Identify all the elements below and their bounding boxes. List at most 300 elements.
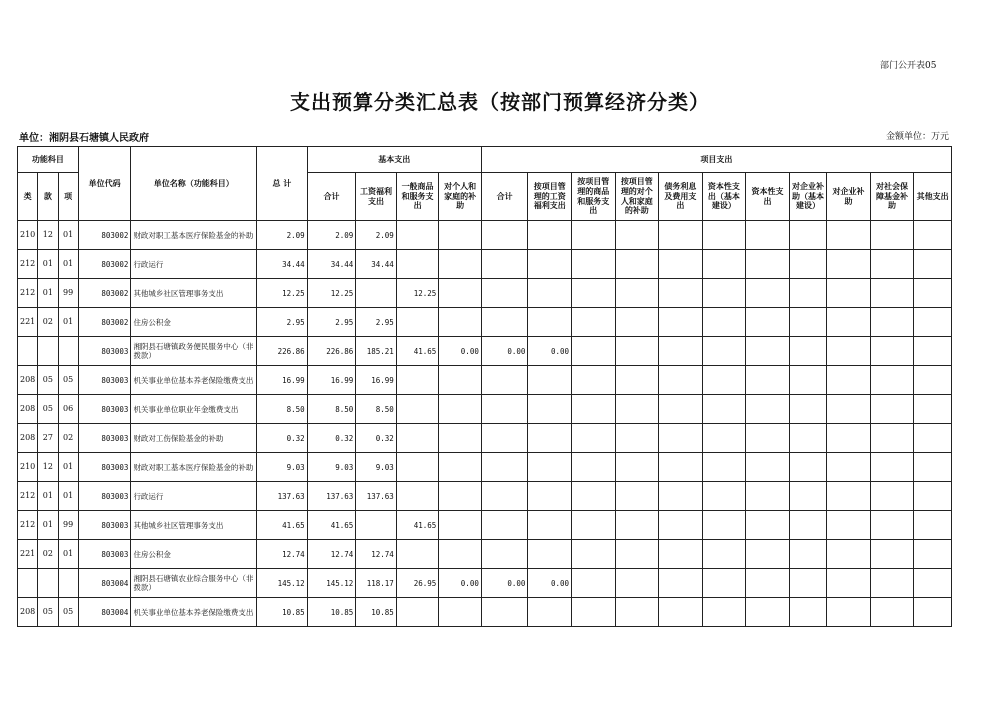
cell-empty bbox=[827, 221, 871, 250]
cell-empty bbox=[789, 424, 826, 453]
table-row bbox=[18, 395, 952, 424]
cell-basic-wage: 0.32 bbox=[356, 424, 397, 453]
cell-empty bbox=[659, 453, 703, 482]
cell-xiang bbox=[58, 337, 78, 366]
cell-xiang: 01 bbox=[58, 482, 78, 511]
cell-project-wage bbox=[528, 424, 572, 453]
cell-empty bbox=[659, 598, 703, 627]
cell-unit-code: 803003 bbox=[78, 453, 131, 482]
header-project-col: 对社会保障基金补助 bbox=[870, 173, 914, 221]
cell-empty bbox=[615, 598, 659, 627]
cell-project-wage bbox=[528, 308, 572, 337]
cell-empty bbox=[870, 424, 914, 453]
cell-project-sum bbox=[481, 395, 528, 424]
cell-empty bbox=[572, 308, 616, 337]
cell-empty bbox=[870, 366, 914, 395]
cell-empty bbox=[827, 569, 871, 598]
cell-basic-wage bbox=[356, 279, 397, 308]
cell-empty bbox=[870, 482, 914, 511]
cell-empty bbox=[870, 250, 914, 279]
cell-unit-code: 803003 bbox=[78, 366, 131, 395]
cell-unit-code: 803003 bbox=[78, 424, 131, 453]
cell-empty bbox=[789, 511, 826, 540]
header-project-col: 资本性支出 bbox=[746, 173, 790, 221]
cell-empty bbox=[615, 250, 659, 279]
cell-basic-goods: 41.65 bbox=[396, 337, 439, 366]
cell-empty bbox=[914, 221, 952, 250]
cell-lei: 208 bbox=[18, 598, 38, 627]
cell-empty bbox=[615, 569, 659, 598]
cell-total: 8.50 bbox=[257, 395, 308, 424]
cell-basic-goods bbox=[396, 221, 439, 250]
cell-empty bbox=[572, 250, 616, 279]
cell-basic-person bbox=[439, 540, 482, 569]
cell-empty bbox=[746, 250, 790, 279]
header-lei: 类 bbox=[18, 173, 38, 221]
cell-empty bbox=[789, 279, 826, 308]
cell-total: 12.25 bbox=[257, 279, 308, 308]
cell-empty bbox=[746, 540, 790, 569]
cell-empty bbox=[870, 453, 914, 482]
cell-xiang: 01 bbox=[58, 540, 78, 569]
cell-unit-name: 其他城乡社区管理事务支出 bbox=[131, 279, 257, 308]
cell-empty bbox=[746, 453, 790, 482]
cell-unit-code: 803003 bbox=[78, 395, 131, 424]
cell-total: 9.03 bbox=[257, 453, 308, 482]
cell-basic-sum: 41.65 bbox=[307, 511, 356, 540]
cell-empty bbox=[827, 279, 871, 308]
header-xiang: 项 bbox=[58, 173, 78, 221]
cell-project-wage bbox=[528, 395, 572, 424]
cell-basic-person bbox=[439, 308, 482, 337]
cell-unit-name: 财政对工伤保险基金的补助 bbox=[131, 424, 257, 453]
cell-kuan: 27 bbox=[38, 424, 58, 453]
cell-basic-person bbox=[439, 598, 482, 627]
header-project-col: 合计 bbox=[481, 173, 528, 221]
cell-empty bbox=[746, 308, 790, 337]
money-unit: 金额单位：万元 bbox=[886, 132, 950, 142]
cell-total: 41.65 bbox=[257, 511, 308, 540]
cell-basic-goods: 12.25 bbox=[396, 279, 439, 308]
cell-empty bbox=[659, 569, 703, 598]
cell-xiang: 99 bbox=[58, 279, 78, 308]
cell-project-wage bbox=[528, 453, 572, 482]
cell-empty bbox=[789, 366, 826, 395]
cell-unit-code: 803002 bbox=[78, 250, 131, 279]
cell-empty bbox=[827, 395, 871, 424]
cell-basic-wage: 34.44 bbox=[356, 250, 397, 279]
cell-basic-sum: 12.74 bbox=[307, 540, 356, 569]
cell-project-sum bbox=[481, 366, 528, 395]
cell-empty bbox=[789, 221, 826, 250]
cell-empty bbox=[827, 598, 871, 627]
header-func-subject: 功能科目 bbox=[18, 147, 79, 173]
cell-unit-name: 行政运行 bbox=[131, 250, 257, 279]
cell-empty bbox=[746, 569, 790, 598]
cell-empty bbox=[572, 395, 616, 424]
cell-empty bbox=[572, 511, 616, 540]
cell-project-sum bbox=[481, 250, 528, 279]
cell-empty bbox=[789, 308, 826, 337]
cell-basic-person bbox=[439, 279, 482, 308]
header-basic-col: 对个人和家庭的补助 bbox=[439, 173, 482, 221]
cell-unit-name: 湘阴县石塘镇政务便民服务中心（非拨款） bbox=[131, 337, 257, 366]
cell-empty bbox=[572, 482, 616, 511]
cell-lei: 208 bbox=[18, 395, 38, 424]
budget-table bbox=[17, 146, 952, 627]
cell-total: 16.99 bbox=[257, 366, 308, 395]
cell-empty bbox=[572, 221, 616, 250]
cell-empty bbox=[789, 598, 826, 627]
cell-xiang: 01 bbox=[58, 250, 78, 279]
cell-basic-sum: 137.63 bbox=[307, 482, 356, 511]
cell-empty bbox=[914, 540, 952, 569]
cell-basic-person bbox=[439, 221, 482, 250]
cell-kuan: 12 bbox=[38, 453, 58, 482]
cell-kuan: 01 bbox=[38, 511, 58, 540]
cell-empty bbox=[914, 337, 952, 366]
cell-kuan: 12 bbox=[38, 221, 58, 250]
cell-lei bbox=[18, 337, 38, 366]
cell-empty bbox=[746, 395, 790, 424]
cell-lei: 210 bbox=[18, 453, 38, 482]
header-total: 总 计 bbox=[257, 147, 308, 221]
table-row bbox=[18, 511, 952, 540]
cell-empty bbox=[914, 569, 952, 598]
cell-empty bbox=[702, 598, 746, 627]
cell-basic-goods bbox=[396, 366, 439, 395]
table-row bbox=[18, 540, 952, 569]
cell-basic-goods bbox=[396, 453, 439, 482]
cell-project-wage: 0.00 bbox=[528, 337, 572, 366]
cell-total: 145.12 bbox=[257, 569, 308, 598]
cell-total: 0.32 bbox=[257, 424, 308, 453]
cell-unit-name: 住房公积金 bbox=[131, 540, 257, 569]
cell-empty bbox=[789, 337, 826, 366]
cell-empty bbox=[870, 540, 914, 569]
header-project-col: 对企业补助 bbox=[827, 173, 871, 221]
cell-empty bbox=[870, 569, 914, 598]
cell-project-sum: 0.00 bbox=[481, 337, 528, 366]
cell-xiang: 01 bbox=[58, 221, 78, 250]
cell-basic-sum: 34.44 bbox=[307, 250, 356, 279]
cell-unit-code: 803003 bbox=[78, 482, 131, 511]
cell-xiang bbox=[58, 569, 78, 598]
cell-empty bbox=[615, 366, 659, 395]
cell-basic-sum: 226.86 bbox=[307, 337, 356, 366]
cell-lei: 212 bbox=[18, 279, 38, 308]
cell-empty bbox=[870, 308, 914, 337]
cell-empty bbox=[827, 424, 871, 453]
cell-empty bbox=[659, 279, 703, 308]
cell-project-wage bbox=[528, 366, 572, 395]
cell-xiang: 05 bbox=[58, 598, 78, 627]
cell-unit-name: 机关事业单位基本养老保险缴费支出 bbox=[131, 598, 257, 627]
header-project-col: 按项目管理的对个人和家庭的补助 bbox=[615, 173, 659, 221]
cell-project-wage bbox=[528, 279, 572, 308]
header-project-col: 按项目管理的工资福利支出 bbox=[528, 173, 572, 221]
cell-basic-sum: 10.85 bbox=[307, 598, 356, 627]
table-row bbox=[18, 279, 952, 308]
cell-basic-goods: 26.95 bbox=[396, 569, 439, 598]
cell-project-wage bbox=[528, 598, 572, 627]
cell-kuan: 01 bbox=[38, 279, 58, 308]
cell-basic-wage: 16.99 bbox=[356, 366, 397, 395]
cell-empty bbox=[572, 540, 616, 569]
cell-empty bbox=[914, 511, 952, 540]
cell-empty bbox=[789, 569, 826, 598]
cell-empty bbox=[702, 540, 746, 569]
cell-empty bbox=[702, 511, 746, 540]
cell-empty bbox=[914, 308, 952, 337]
cell-basic-person: 0.00 bbox=[439, 569, 482, 598]
cell-basic-goods bbox=[396, 598, 439, 627]
cell-empty bbox=[659, 424, 703, 453]
cell-kuan: 05 bbox=[38, 395, 58, 424]
cell-empty bbox=[827, 511, 871, 540]
cell-project-wage bbox=[528, 540, 572, 569]
cell-kuan bbox=[38, 337, 58, 366]
cell-empty bbox=[870, 279, 914, 308]
cell-unit-code: 803002 bbox=[78, 279, 131, 308]
cell-empty bbox=[827, 308, 871, 337]
cell-empty bbox=[914, 598, 952, 627]
cell-empty bbox=[572, 453, 616, 482]
cell-empty bbox=[702, 366, 746, 395]
cell-project-sum bbox=[481, 279, 528, 308]
cell-basic-person bbox=[439, 395, 482, 424]
header-project-col: 按项目管理的商品和服务支出 bbox=[572, 173, 616, 221]
cell-lei: 221 bbox=[18, 308, 38, 337]
cell-empty bbox=[870, 337, 914, 366]
form-number: 部门公开表05 bbox=[880, 61, 937, 71]
cell-empty bbox=[746, 279, 790, 308]
cell-empty bbox=[702, 424, 746, 453]
header-unit-name: 单位名称（功能科目） bbox=[131, 147, 257, 221]
cell-empty bbox=[702, 337, 746, 366]
cell-project-sum bbox=[481, 540, 528, 569]
cell-empty bbox=[615, 395, 659, 424]
cell-lei: 221 bbox=[18, 540, 38, 569]
header-project-col: 债务利息及费用支出 bbox=[659, 173, 703, 221]
cell-basic-wage: 8.50 bbox=[356, 395, 397, 424]
table-row bbox=[18, 337, 952, 366]
cell-empty bbox=[572, 366, 616, 395]
cell-empty bbox=[702, 482, 746, 511]
page-title: 支出预算分类汇总表（按部门预算经济分类） bbox=[290, 90, 710, 114]
table-row bbox=[18, 308, 952, 337]
cell-empty bbox=[572, 424, 616, 453]
cell-basic-goods bbox=[396, 308, 439, 337]
cell-unit-code: 803002 bbox=[78, 308, 131, 337]
cell-empty bbox=[659, 540, 703, 569]
cell-xiang: 05 bbox=[58, 366, 78, 395]
cell-empty bbox=[615, 482, 659, 511]
cell-unit-name: 机关事业单位职业年金缴费支出 bbox=[131, 395, 257, 424]
cell-empty bbox=[746, 511, 790, 540]
cell-basic-goods bbox=[396, 482, 439, 511]
cell-basic-wage: 9.03 bbox=[356, 453, 397, 482]
cell-empty bbox=[659, 250, 703, 279]
cell-unit-name: 其他城乡社区管理事务支出 bbox=[131, 511, 257, 540]
cell-empty bbox=[746, 221, 790, 250]
cell-unit-name: 行政运行 bbox=[131, 482, 257, 511]
cell-empty bbox=[746, 598, 790, 627]
cell-project-sum bbox=[481, 598, 528, 627]
cell-unit-name: 住房公积金 bbox=[131, 308, 257, 337]
cell-empty bbox=[615, 337, 659, 366]
cell-project-sum bbox=[481, 424, 528, 453]
cell-kuan bbox=[38, 569, 58, 598]
cell-xiang: 02 bbox=[58, 424, 78, 453]
cell-empty bbox=[702, 453, 746, 482]
cell-basic-person bbox=[439, 511, 482, 540]
header-basic: 基本支出 bbox=[307, 147, 481, 173]
cell-empty bbox=[914, 424, 952, 453]
cell-lei: 208 bbox=[18, 424, 38, 453]
header-project-col: 对企业补助（基本建设） bbox=[789, 173, 826, 221]
cell-empty bbox=[827, 366, 871, 395]
cell-kuan: 01 bbox=[38, 482, 58, 511]
cell-project-sum bbox=[481, 482, 528, 511]
cell-empty bbox=[615, 308, 659, 337]
cell-empty bbox=[659, 395, 703, 424]
cell-kuan: 05 bbox=[38, 598, 58, 627]
cell-empty bbox=[746, 482, 790, 511]
cell-project-wage bbox=[528, 250, 572, 279]
cell-project-sum bbox=[481, 453, 528, 482]
cell-xiang: 99 bbox=[58, 511, 78, 540]
cell-kuan: 01 bbox=[38, 250, 58, 279]
cell-empty bbox=[702, 250, 746, 279]
header-kuan: 款 bbox=[38, 173, 58, 221]
cell-basic-sum: 2.95 bbox=[307, 308, 356, 337]
cell-empty bbox=[572, 279, 616, 308]
cell-total: 10.85 bbox=[257, 598, 308, 627]
cell-basic-wage: 137.63 bbox=[356, 482, 397, 511]
cell-empty bbox=[615, 511, 659, 540]
cell-lei: 210 bbox=[18, 221, 38, 250]
cell-empty bbox=[789, 395, 826, 424]
cell-empty bbox=[914, 395, 952, 424]
cell-empty bbox=[914, 482, 952, 511]
cell-empty bbox=[827, 337, 871, 366]
cell-empty bbox=[870, 511, 914, 540]
cell-basic-person bbox=[439, 482, 482, 511]
cell-empty bbox=[914, 250, 952, 279]
cell-empty bbox=[789, 482, 826, 511]
cell-kuan: 02 bbox=[38, 308, 58, 337]
cell-empty bbox=[827, 250, 871, 279]
cell-empty bbox=[659, 308, 703, 337]
cell-empty bbox=[827, 482, 871, 511]
cell-total: 137.63 bbox=[257, 482, 308, 511]
cell-basic-goods bbox=[396, 250, 439, 279]
cell-unit-name: 湘阴县石塘镇农业综合服务中心（非拨款） bbox=[131, 569, 257, 598]
cell-project-wage bbox=[528, 221, 572, 250]
cell-basic-wage bbox=[356, 511, 397, 540]
cell-project-sum: 0.00 bbox=[481, 569, 528, 598]
cell-lei: 208 bbox=[18, 366, 38, 395]
cell-empty bbox=[615, 221, 659, 250]
cell-total: 34.44 bbox=[257, 250, 308, 279]
cell-empty bbox=[870, 598, 914, 627]
cell-basic-goods bbox=[396, 424, 439, 453]
cell-empty bbox=[914, 453, 952, 482]
cell-basic-wage: 185.21 bbox=[356, 337, 397, 366]
cell-lei: 212 bbox=[18, 250, 38, 279]
cell-total: 2.95 bbox=[257, 308, 308, 337]
cell-empty bbox=[870, 221, 914, 250]
cell-basic-sum: 9.03 bbox=[307, 453, 356, 482]
cell-empty bbox=[572, 569, 616, 598]
cell-empty bbox=[789, 540, 826, 569]
cell-empty bbox=[659, 482, 703, 511]
cell-empty bbox=[615, 453, 659, 482]
cell-basic-sum: 16.99 bbox=[307, 366, 356, 395]
cell-empty bbox=[914, 279, 952, 308]
cell-empty bbox=[572, 598, 616, 627]
cell-basic-wage: 2.09 bbox=[356, 221, 397, 250]
cell-project-sum bbox=[481, 308, 528, 337]
cell-empty bbox=[702, 395, 746, 424]
cell-xiang: 01 bbox=[58, 453, 78, 482]
cell-project-wage bbox=[528, 482, 572, 511]
cell-empty bbox=[659, 337, 703, 366]
cell-basic-wage: 2.95 bbox=[356, 308, 397, 337]
cell-basic-sum: 0.32 bbox=[307, 424, 356, 453]
cell-empty bbox=[870, 395, 914, 424]
cell-total: 12.74 bbox=[257, 540, 308, 569]
header-basic-col: 一般商品和服务支出 bbox=[396, 173, 439, 221]
header-project: 项目支出 bbox=[481, 147, 951, 173]
cell-xiang: 01 bbox=[58, 308, 78, 337]
cell-empty bbox=[659, 366, 703, 395]
table-row bbox=[18, 250, 952, 279]
cell-unit-code: 803004 bbox=[78, 569, 131, 598]
cell-empty bbox=[615, 279, 659, 308]
cell-total: 2.09 bbox=[257, 221, 308, 250]
cell-empty bbox=[789, 250, 826, 279]
cell-unit-code: 803002 bbox=[78, 221, 131, 250]
cell-unit-name: 机关事业单位基本养老保险缴费支出 bbox=[131, 366, 257, 395]
cell-empty bbox=[914, 366, 952, 395]
table-row bbox=[18, 453, 952, 482]
table-row bbox=[18, 424, 952, 453]
cell-basic-person bbox=[439, 250, 482, 279]
cell-basic-person bbox=[439, 424, 482, 453]
cell-empty bbox=[702, 569, 746, 598]
cell-basic-sum: 2.09 bbox=[307, 221, 356, 250]
cell-unit-code: 803004 bbox=[78, 598, 131, 627]
cell-empty bbox=[827, 453, 871, 482]
cell-unit-name: 财政对职工基本医疗保险基金的补助 bbox=[131, 221, 257, 250]
table-row bbox=[18, 598, 952, 627]
table-row bbox=[18, 482, 952, 511]
cell-basic-person bbox=[439, 366, 482, 395]
cell-project-sum bbox=[481, 221, 528, 250]
cell-empty bbox=[615, 424, 659, 453]
cell-project-sum bbox=[481, 511, 528, 540]
header-unit-code: 单位代码 bbox=[78, 147, 131, 221]
cell-empty bbox=[702, 279, 746, 308]
cell-empty bbox=[789, 453, 826, 482]
cell-empty bbox=[746, 337, 790, 366]
table-row bbox=[18, 221, 952, 250]
cell-empty bbox=[702, 221, 746, 250]
cell-lei bbox=[18, 569, 38, 598]
cell-unit-code: 803003 bbox=[78, 337, 131, 366]
